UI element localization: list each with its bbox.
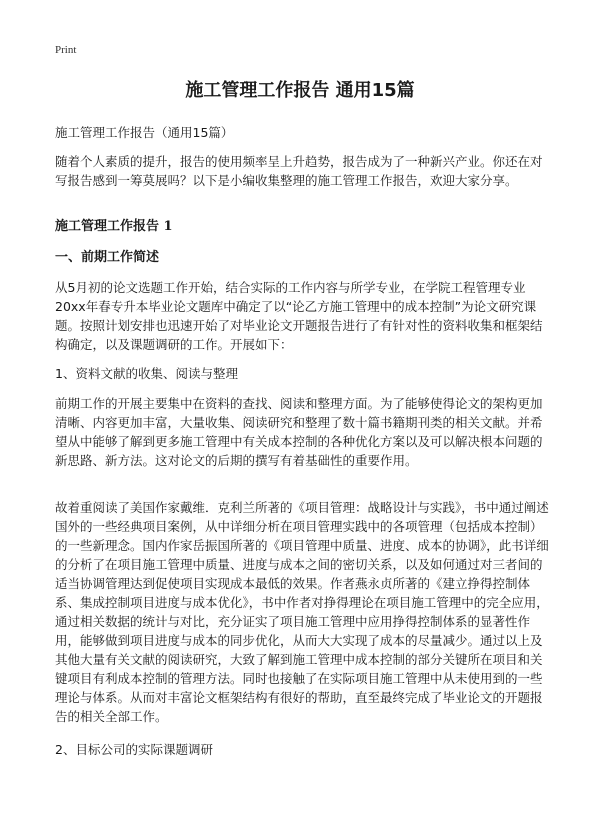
paragraph-3: 故着重阅读了美国作家戴维．克利兰所著的《项目管理：战略设计与实践》，书中通过阐述国外的一些经典项目案例，从中详细分析在项目管理实践中的各项管理（包括成本控制）的一些新理念。国内作家岳振国所著的《项目管理中质量、进度、成本的协调》，此书详细的分析了在项目施工管理中质量、进度与成本之间的密切关系，以及如何通过对三者间的适当协调管理达到促使项目实现成本最低的效果。作者燕永贞所著的《建立挣得控制体系、集成控制项目进度与成本优化》，书中作者对挣得理论在项目施工管理中的完全应用，通过相关数据的统计与对比，充分证实了项目施工管理中应用挣得控制体系的显著性作用，能够做到项目进度与成本的同步优化，从而大大实现了成本的尽量减少。通过以上及其他大量有关文献的阅读研究，大致了解到施工管理中成本控制的部分关键所在项目和关键项目有利成本控制的管理方法。同时也接触了在实际项目施工管理中从未使用到的一些理论与体系。从而对丰富论文框架结构有很好的帮助，直至最终完成了毕业论文的开题报告的相关全部工作。 [55,500,549,724]
paragraph-1: 从5月初的论文选题工作开始，结合实际的工作内容与所学专业，在学院工程管理专业20xx年春专升本毕业论文题库中确定了以“论乙方施工管理中的成本控制”为论文研究课题。按照计划安排也迅速开始了对毕业论文开题报告进行了有针对性的资料收集和框架结构确定，以及课题调研的工作。开展如下： [55,280,543,352]
section-heading: 一、前期工作简述 [55,250,160,265]
intro-paragraph: 随着个人素质的提升，报告的使用频率呈上升趋势，报告成为了一种新兴产业。你还在对写报告感到一筹莫展吗？以下是小编收集整理的施工管理工作报告，欢迎大家分享。 [55,154,543,188]
list-item-1: 1、资料文献的收集、阅读与整理 [55,366,238,381]
print-label[interactable]: Print [55,44,77,56]
document-subtitle: 施工管理工作报告（通用15篇） [55,125,234,140]
document-title: 施工管理工作报告 通用15篇 [185,80,415,101]
list-item-2: 2、目标公司的实际课题调研 [55,742,213,757]
report-heading: 施工管理工作报告 1 [55,219,173,234]
paragraph-2: 前期工作的开展主要集中在资料的查找、阅读和整理方面。为了能够使得论文的架构更加清晰、内容更加丰富，大量收集、阅读研究和整理了数十篇书籍期刊类的相关文献。并希望从中能够了解到更多施工管理中有关成本控制的各种优化方案以及可以解决根本问题的新思路、新方法。这对论文的后期的撰写有着基础性的重要作用。 [55,396,543,468]
